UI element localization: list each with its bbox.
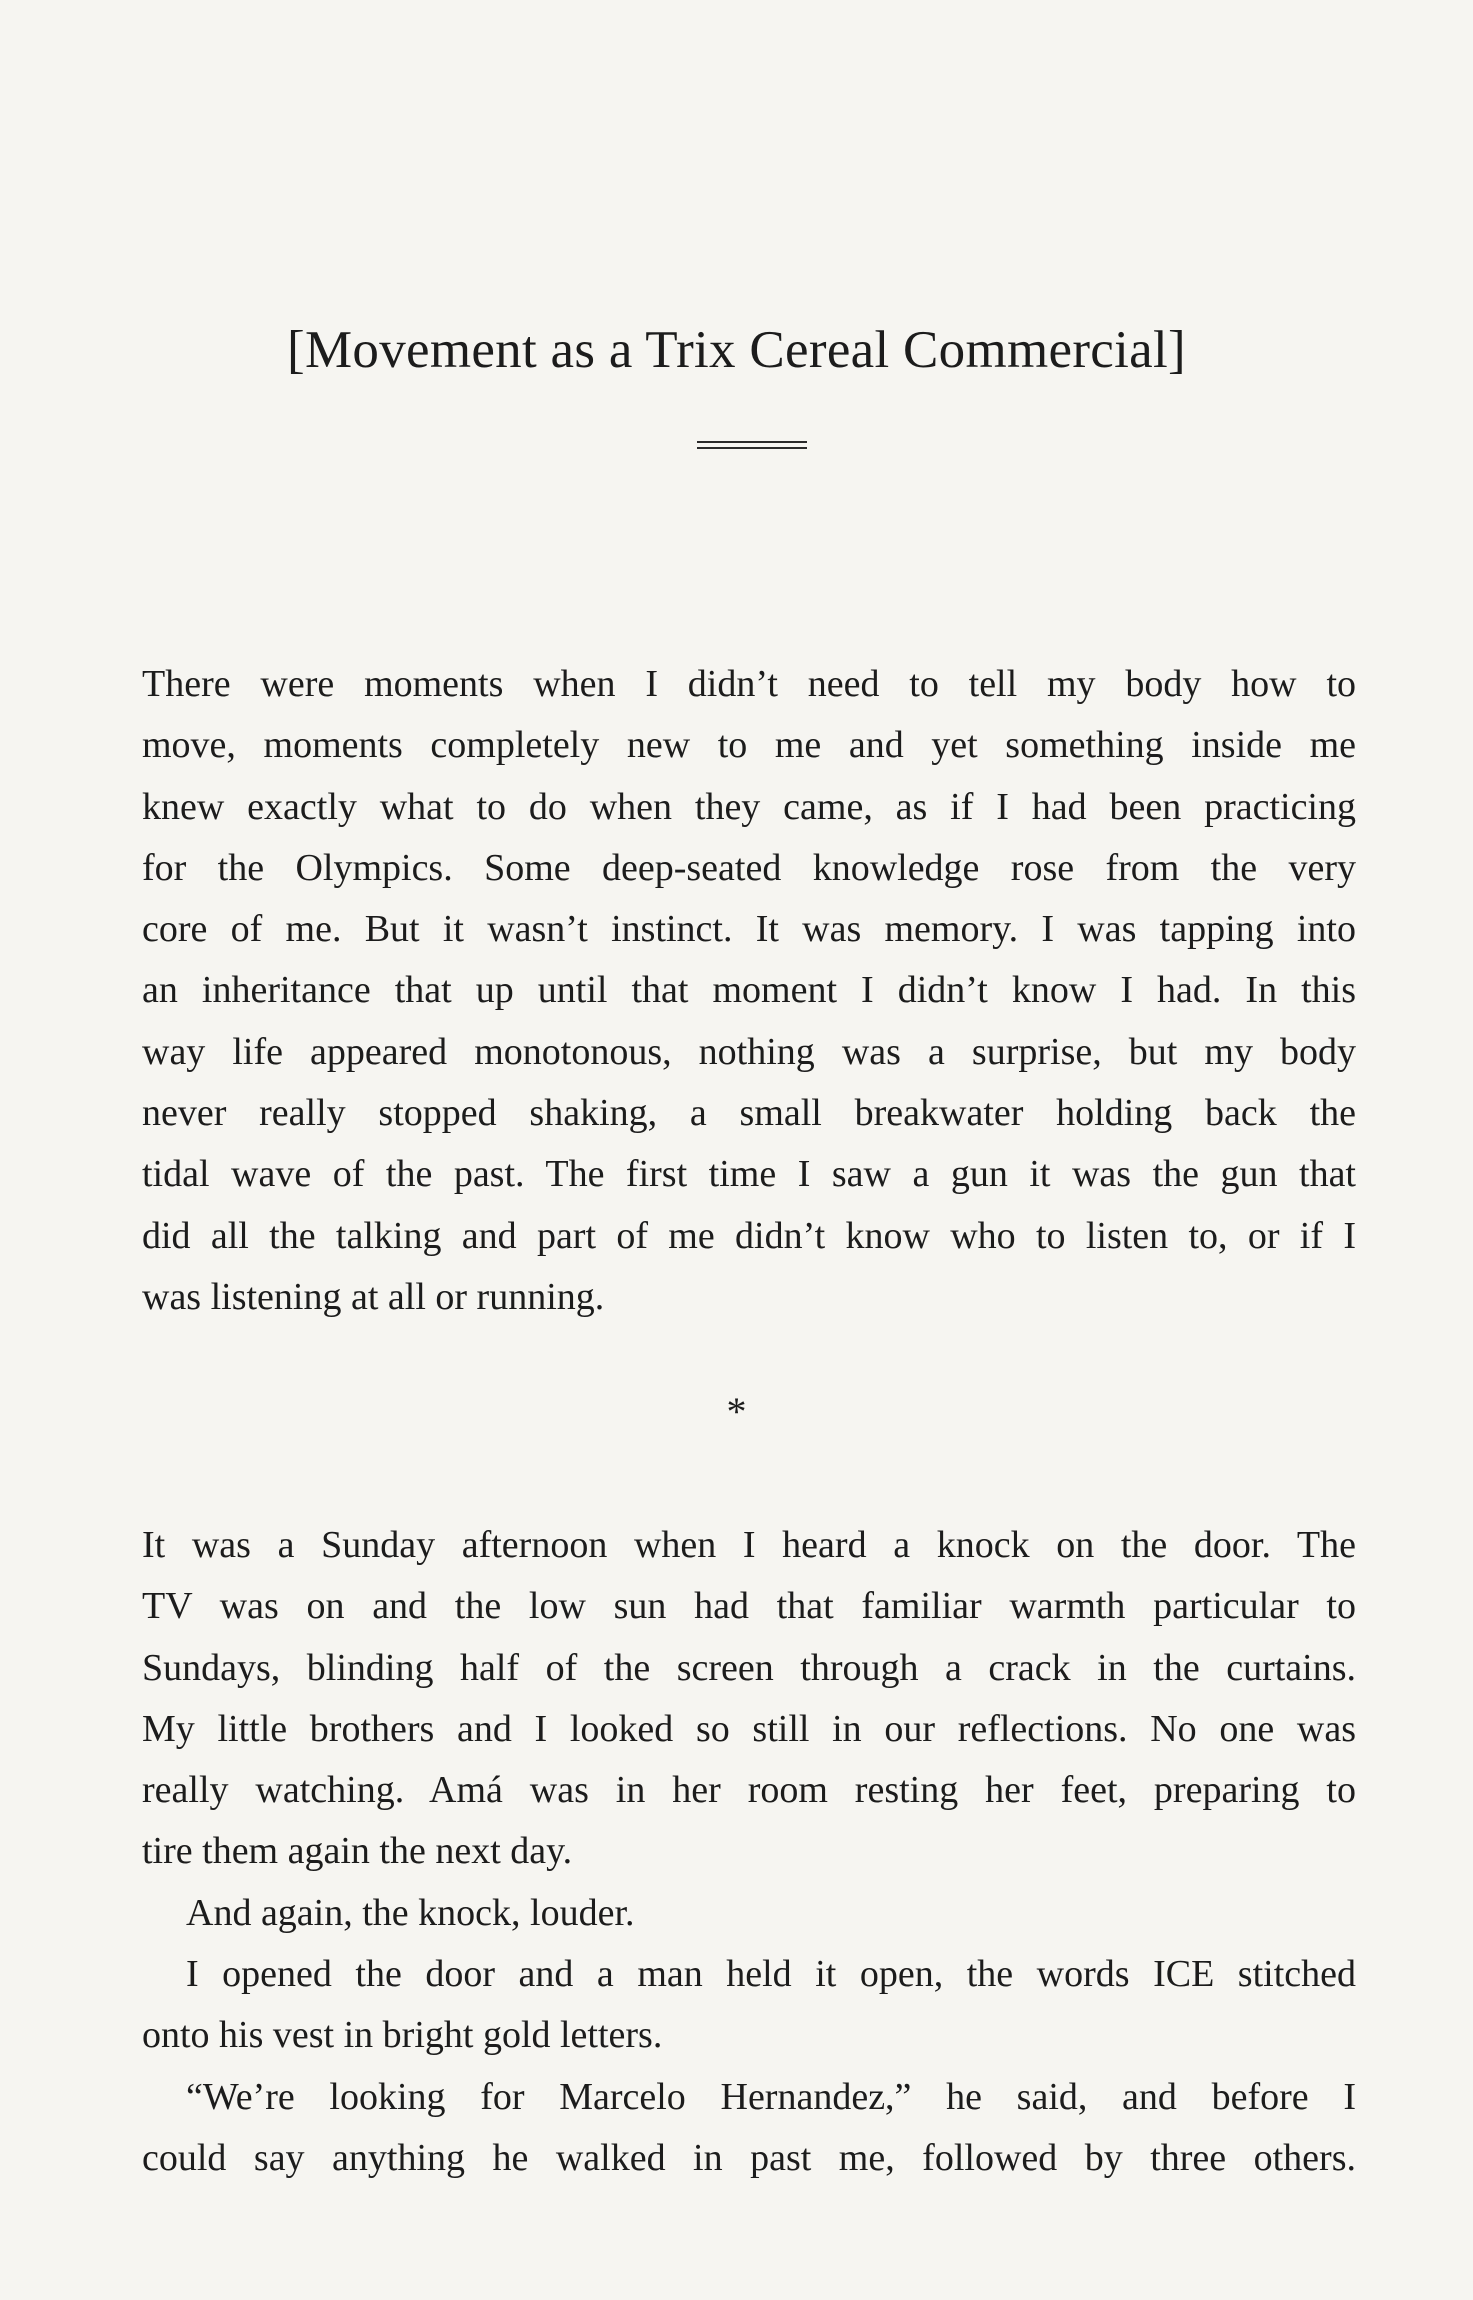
- text-line: My little brothers and I looked so still in our reflections. No one was: [142, 1707, 1356, 1750]
- text-line: never really stopped shaking, a small breakwater holding back the: [142, 1092, 1356, 1135]
- text-line: move, moments completely new to me and yet something inside me: [142, 724, 1356, 767]
- text-line: could say anything he walked in past me, followed by three others.: [142, 2136, 1356, 2179]
- text-line: tidal wave of the past. The first time I saw a gun it was the gun that: [142, 1153, 1356, 1196]
- text-line: There were moments when I didn’t need to tell my body how to: [142, 663, 1356, 705]
- paragraph-opened-door: [142, 1944, 1356, 2067]
- text-line: tire them again the next day.: [142, 1830, 573, 1873]
- text-line: knew exactly what to do when they came, as if I had been practicing: [142, 785, 1356, 828]
- paragraph-looking-for: [142, 2067, 1356, 2190]
- section-two-text: [142, 1515, 1356, 2189]
- title-ornament-rule: [697, 441, 807, 449]
- text-line: Sundays, blinding half of the screen through a crack in the curtains.: [142, 1646, 1356, 1689]
- text-line: core of me. But it wasn’t instinct. It was memory. I was tapping into: [142, 908, 1356, 951]
- text-line: “We’re looking for Marcelo Hernandez,” he said, and before I: [186, 2075, 1356, 2118]
- text-line: was listening at all or running.: [142, 1275, 605, 1318]
- text-line: did all the talking and part of me didn’t know who to listen to, or if I: [142, 1214, 1356, 1257]
- text-line: way life appeared monotonous, nothing was a surprise, but my body: [142, 1030, 1356, 1073]
- text-line: for the Olympics. Some deep-seated knowledge rose from the very: [142, 846, 1356, 889]
- paragraph-knock-again: [142, 1883, 1356, 1944]
- text-line: TV was on and the low sun had that familiar warmth particular to: [142, 1585, 1356, 1628]
- section-one-paragraph: [142, 654, 1356, 1328]
- text-line: It was a Sunday afternoon when I heard a knock on the door. The: [142, 1524, 1356, 1566]
- section-separator: *: [726, 1389, 747, 1434]
- text-line: I opened the door and a man held it open, the words ICE stitched: [186, 1953, 1356, 1996]
- chapter-title: [Movement as a Trix Cereal Commercial]: [287, 321, 1186, 379]
- text-line: And again, the knock, louder.: [186, 1891, 635, 1934]
- paragraph-knock: [142, 1515, 1356, 1883]
- text-line: really watching. Amá was in her room resting her feet, preparing to: [142, 1769, 1356, 1812]
- text-line: an inheritance that up until that moment I didn’t know I had. In this: [142, 969, 1356, 1012]
- text-line: onto his vest in bright gold letters.: [142, 2014, 663, 2057]
